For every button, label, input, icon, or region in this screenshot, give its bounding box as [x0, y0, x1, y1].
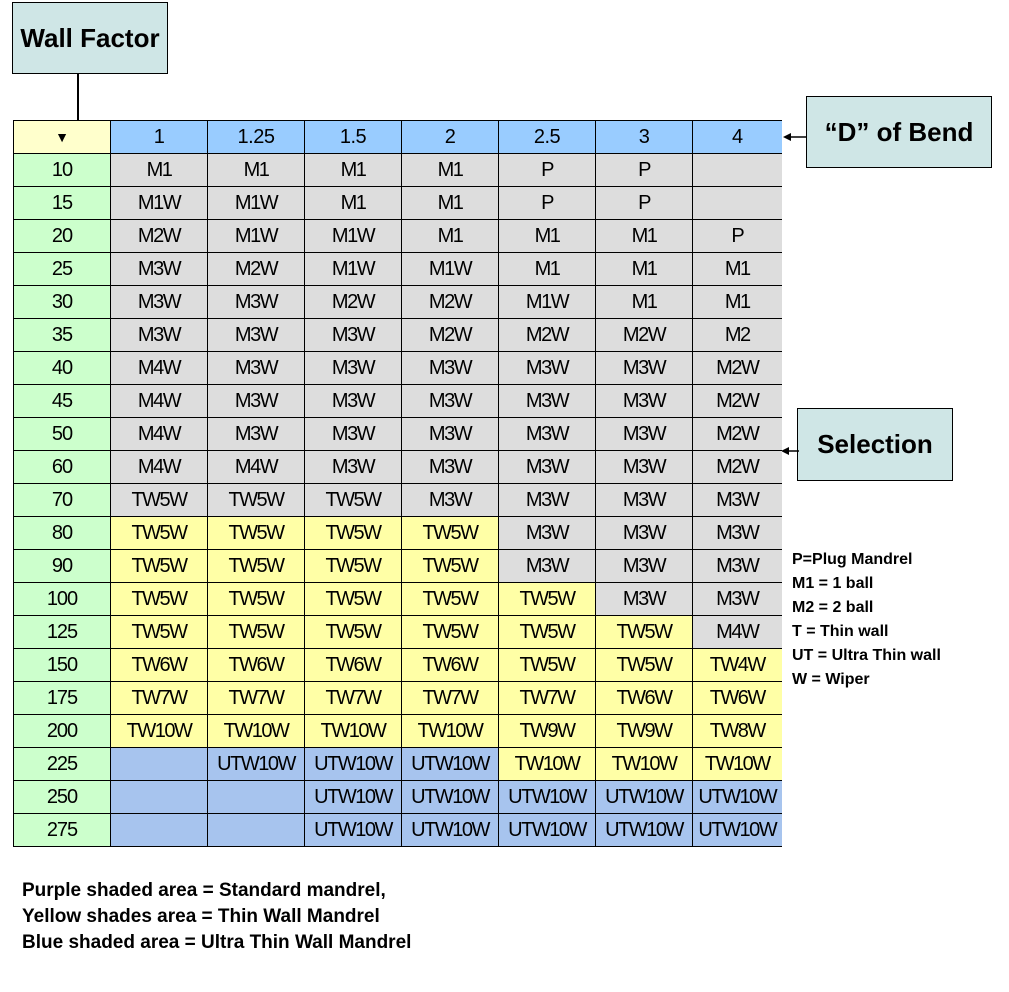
mandrel-code-cell: M3W [402, 451, 499, 484]
mandrel-code-cell: TW4W [693, 649, 782, 682]
wall-factor-cell: 45 [14, 385, 111, 418]
mandrel-selection-table [13, 120, 782, 847]
mandrel-code-cell: M3W [596, 418, 693, 451]
mandrel-code-cell [693, 154, 782, 187]
mandrel-code-cell: M3W [596, 517, 693, 550]
mandrel-code-cell: TW5W [305, 583, 402, 616]
mandrel-code-cell: M2W [693, 418, 782, 451]
mandrel-code-cell: M2 [693, 319, 782, 352]
mandrel-code-cell: TW5W [499, 583, 596, 616]
wall-factor-cell: 225 [14, 748, 111, 781]
mandrel-code-cell: M3W [596, 451, 693, 484]
mandrel-code-cell: TW5W [208, 484, 305, 517]
mandrel-code-cell: P [499, 187, 596, 220]
shading-note-line: Blue shaded area = Ultra Thin Wall Mandrel [22, 932, 412, 953]
mandrel-code-cell: UTW10W [693, 814, 782, 847]
wall-factor-cell: 10 [14, 154, 111, 187]
mandrel-code-cell: TW5W [305, 517, 402, 550]
wall-factor-cell: 50 [14, 418, 111, 451]
shading-notes [22, 878, 411, 956]
mandrel-code-cell: M3W [693, 583, 782, 616]
mandrel-code-cell: M3W [499, 385, 596, 418]
mandrel-code-cell: M1 [499, 220, 596, 253]
mandrel-code-cell: M1 [305, 154, 402, 187]
legend-item: M2 = 2 ball [792, 599, 874, 616]
wall-factor-cell: 20 [14, 220, 111, 253]
mandrel-code-cell: M2W [402, 286, 499, 319]
mandrel-code-cell: M1 [208, 154, 305, 187]
legend-item: T = Thin wall [792, 623, 889, 640]
mandrel-code-cell: M3W [499, 517, 596, 550]
legend-item: UT = Ultra Thin wall [792, 647, 941, 664]
mandrel-code-cell: TW5W [111, 583, 208, 616]
table-row [14, 220, 782, 253]
mandrel-code-cell: M2W [693, 385, 782, 418]
table-row [14, 748, 782, 781]
mandrel-code-cell: TW7W [111, 682, 208, 715]
mandrel-code-cell: M2W [208, 253, 305, 286]
mandrel-code-cell: M3W [693, 550, 782, 583]
mandrel-code-cell: TW7W [208, 682, 305, 715]
d-of-bend-arrow [783, 131, 807, 143]
mandrel-code-cell: M4W [111, 385, 208, 418]
mandrel-code-cell: M1W [111, 187, 208, 220]
mandrel-code-cell: TW5W [499, 649, 596, 682]
table-row [14, 451, 782, 484]
mandrel-code-cell: UTW10W [596, 814, 693, 847]
mandrel-code-cell: UTW10W [305, 781, 402, 814]
mandrel-code-cell: M1W [305, 253, 402, 286]
mandrel-code-cell: TW5W [111, 517, 208, 550]
mandrel-code-cell [111, 781, 208, 814]
mandrel-code-cell: M1W [208, 187, 305, 220]
mandrel-code-cell: M3W [111, 319, 208, 352]
wall-factor-cell: 70 [14, 484, 111, 517]
mandrel-code-cell: M4W [693, 616, 782, 649]
mandrel-code-cell: TW7W [305, 682, 402, 715]
shading-note-line: Yellow shades area = Thin Wall Mandrel [22, 906, 380, 927]
table-row [14, 550, 782, 583]
wall-factor-cell: 30 [14, 286, 111, 319]
mandrel-code-cell: TW9W [596, 715, 693, 748]
mandrel-code-cell: M1 [596, 220, 693, 253]
mandrel-code-cell: UTW10W [596, 781, 693, 814]
table-row [14, 187, 782, 220]
d-of-bend-header-cell: 1 [111, 121, 208, 154]
mandrel-code-cell: TW10W [499, 748, 596, 781]
mandrel-code-cell: M3W [208, 385, 305, 418]
mandrel-code-cell: P [596, 187, 693, 220]
mandrel-code-cell: UTW10W [402, 781, 499, 814]
table-row [14, 583, 782, 616]
mandrel-code-cell: M1 [596, 286, 693, 319]
mandrel-code-cell [208, 781, 305, 814]
mandrel-code-cell: TW5W [208, 616, 305, 649]
mandrel-code-cell: UTW10W [499, 814, 596, 847]
legend-item: W = Wiper [792, 671, 870, 688]
table-row [14, 616, 782, 649]
mandrel-code-cell: TW5W [402, 550, 499, 583]
wall-factor-callout: Wall Factor [12, 2, 168, 74]
mandrel-code-cell: M3W [208, 352, 305, 385]
mandrel-code-cell: TW5W [305, 616, 402, 649]
selection-callout: Selection [797, 408, 953, 481]
mandrel-code-cell: M3W [305, 352, 402, 385]
table-row [14, 418, 782, 451]
mandrel-code-cell: M3W [499, 451, 596, 484]
mandrel-code-cell: M1 [111, 154, 208, 187]
mandrel-code-cell: M3W [596, 385, 693, 418]
mandrel-code-cell: TW6W [596, 682, 693, 715]
mandrel-code-cell: TW6W [402, 649, 499, 682]
mandrel-code-cell: TW10W [208, 715, 305, 748]
mandrel-code-cell: TW6W [693, 682, 782, 715]
table-row [14, 682, 782, 715]
mandrel-code-cell: UTW10W [499, 781, 596, 814]
mandrel-code-cell: M1W [305, 220, 402, 253]
mandrel-code-cell: TW10W [596, 748, 693, 781]
mandrel-code-cell: M3W [111, 253, 208, 286]
mandrel-code-cell: UTW10W [693, 781, 782, 814]
mandrel-code-cell: M3W [596, 550, 693, 583]
mandrel-code-cell: M2W [402, 319, 499, 352]
mandrel-code-cell: M1 [305, 187, 402, 220]
mandrel-code-cell: M4W [208, 451, 305, 484]
mandrel-code-cell: M3W [402, 418, 499, 451]
mandrel-code-cell: TW7W [499, 682, 596, 715]
mandrel-code-cell: TW5W [402, 616, 499, 649]
wall-factor-cell: 25 [14, 253, 111, 286]
mandrel-code-cell: M2W [693, 352, 782, 385]
mandrel-code-cell: TW10W [305, 715, 402, 748]
mandrel-code-cell: M3W [305, 451, 402, 484]
shading-note-line: Purple shaded area = Standard mandrel, [22, 880, 386, 901]
legend-item: M1 = 1 ball [792, 575, 874, 592]
mandrel-code-cell: M3W [693, 517, 782, 550]
mandrel-code-cell: P [693, 220, 782, 253]
mandrel-code-cell: M3W [402, 352, 499, 385]
mandrel-code-cell: TW9W [499, 715, 596, 748]
wall-factor-cell: 40 [14, 352, 111, 385]
mandrel-code-cell: TW5W [402, 517, 499, 550]
d-of-bend-header-cell: 1.5 [305, 121, 402, 154]
mandrel-code-cell: TW6W [208, 649, 305, 682]
table-row [14, 385, 782, 418]
mandrel-code-cell: M3W [596, 583, 693, 616]
mandrel-code-cell: UTW10W [402, 814, 499, 847]
mandrel-code-cell: M3W [208, 286, 305, 319]
mandrel-code-cell: M1 [693, 286, 782, 319]
mandrel-code-cell: M3W [402, 385, 499, 418]
mandrel-code-cell: TW10W [402, 715, 499, 748]
mandrel-code-cell: M3W [499, 352, 596, 385]
wall-factor-cell: 200 [14, 715, 111, 748]
mandrel-code-cell: TW5W [305, 484, 402, 517]
mandrel-code-cell: UTW10W [402, 748, 499, 781]
legend-item: P=Plug Mandrel [792, 551, 913, 568]
abbreviation-legend [792, 548, 941, 692]
mandrel-code-cell: M3W [305, 319, 402, 352]
table-row [14, 352, 782, 385]
d-of-bend-callout: “D” of Bend [806, 96, 992, 168]
wall-factor-cell: 175 [14, 682, 111, 715]
mandrel-code-cell: M1 [693, 253, 782, 286]
d-of-bend-header-cell: 1.25 [208, 121, 305, 154]
mandrel-code-cell: M3W [499, 418, 596, 451]
wall-factor-cell: 80 [14, 517, 111, 550]
mandrel-code-cell: TW5W [111, 484, 208, 517]
mandrel-code-cell: TW5W [111, 550, 208, 583]
mandrel-code-cell: TW5W [208, 583, 305, 616]
wall-factor-cell: 60 [14, 451, 111, 484]
mandrel-code-cell: M3W [693, 484, 782, 517]
mandrel-code-cell: TW5W [111, 616, 208, 649]
mandrel-code-cell: UTW10W [208, 748, 305, 781]
mandrel-code-cell: UTW10W [305, 748, 402, 781]
mandrel-code-cell: TW5W [596, 616, 693, 649]
mandrel-code-cell: M4W [111, 418, 208, 451]
mandrel-code-cell: M1 [402, 154, 499, 187]
mandrel-code-cell: TW5W [305, 550, 402, 583]
mandrel-code-cell [111, 748, 208, 781]
mandrel-code-cell: M3W [305, 385, 402, 418]
mandrel-code-cell: M3W [305, 418, 402, 451]
mandrel-code-cell: TW5W [208, 517, 305, 550]
table-row [14, 715, 782, 748]
mandrel-code-cell: M3W [111, 286, 208, 319]
mandrel-code-cell: M1W [208, 220, 305, 253]
mandrel-code-cell: TW10W [111, 715, 208, 748]
mandrel-code-cell: TW5W [208, 550, 305, 583]
mandrel-code-cell: P [499, 154, 596, 187]
mandrel-code-cell: M3W [208, 319, 305, 352]
wall-factor-cell: 15 [14, 187, 111, 220]
mandrel-code-cell: M1W [402, 253, 499, 286]
wall-factor-cell: 150 [14, 649, 111, 682]
mandrel-code-cell: TW5W [499, 616, 596, 649]
selection-arrow [781, 445, 799, 457]
table-row [14, 484, 782, 517]
mandrel-code-cell: M2W [305, 286, 402, 319]
mandrel-code-cell: M1 [499, 253, 596, 286]
table-row [14, 154, 782, 187]
mandrel-code-cell: M4W [111, 352, 208, 385]
d-of-bend-header-cell: 3 [596, 121, 693, 154]
corner-arrow-icon: ▼ [14, 121, 111, 154]
table-row [14, 814, 782, 847]
mandrel-code-cell: M3W [208, 418, 305, 451]
mandrel-code-cell: M1 [402, 220, 499, 253]
mandrel-code-cell: M3W [499, 484, 596, 517]
table-row [14, 649, 782, 682]
mandrel-code-cell: TW6W [305, 649, 402, 682]
wall-factor-cell: 100 [14, 583, 111, 616]
mandrel-code-cell: TW6W [111, 649, 208, 682]
wall-factor-cell: 275 [14, 814, 111, 847]
mandrel-code-cell: M2W [693, 451, 782, 484]
table-row [14, 253, 782, 286]
mandrel-code-cell: M1 [402, 187, 499, 220]
mandrel-code-cell [208, 814, 305, 847]
mandrel-code-cell: M2W [499, 319, 596, 352]
mandrel-code-cell: TW7W [402, 682, 499, 715]
wall-factor-cell: 90 [14, 550, 111, 583]
table-row [14, 319, 782, 352]
mandrel-code-cell [693, 187, 782, 220]
d-of-bend-header-cell: 2 [402, 121, 499, 154]
d-of-bend-header-cell: 2.5 [499, 121, 596, 154]
d-of-bend-header-row [14, 121, 782, 154]
mandrel-code-cell: M1 [596, 253, 693, 286]
table-row [14, 781, 782, 814]
mandrel-code-cell: M4W [111, 451, 208, 484]
table-row [14, 517, 782, 550]
d-of-bend-header-cell: 4 [693, 121, 782, 154]
mandrel-code-cell: TW10W [693, 748, 782, 781]
mandrel-code-cell: M2W [596, 319, 693, 352]
mandrel-code-cell: M1W [499, 286, 596, 319]
mandrel-code-cell [111, 814, 208, 847]
mandrel-code-cell: TW5W [402, 583, 499, 616]
mandrel-code-cell: M2W [111, 220, 208, 253]
wall-factor-cell: 35 [14, 319, 111, 352]
mandrel-code-cell: P [596, 154, 693, 187]
mandrel-code-cell: M3W [402, 484, 499, 517]
mandrel-code-cell: UTW10W [305, 814, 402, 847]
wall-factor-cell: 125 [14, 616, 111, 649]
wall-factor-cell: 250 [14, 781, 111, 814]
mandrel-code-cell: TW5W [596, 649, 693, 682]
mandrel-code-cell: M3W [499, 550, 596, 583]
mandrel-code-cell: M3W [596, 352, 693, 385]
mandrel-code-cell: M3W [596, 484, 693, 517]
table-row [14, 286, 782, 319]
mandrel-code-cell: TW8W [693, 715, 782, 748]
